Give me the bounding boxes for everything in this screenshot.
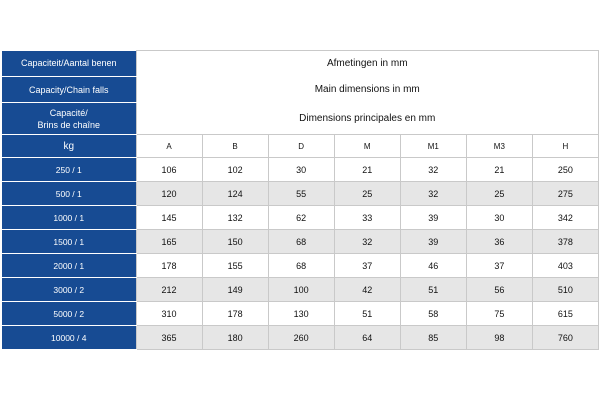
dimensions-table	[2, 50, 599, 350]
value-cell: 365	[136, 326, 202, 350]
value-cell: 30	[268, 158, 334, 182]
value-cell: 21	[466, 158, 532, 182]
unit-kg-label: kg	[2, 135, 136, 158]
value-cell: 132	[202, 206, 268, 230]
value-cell: 39	[400, 230, 466, 254]
value-cell: 33	[334, 206, 400, 230]
value-cell: 32	[400, 182, 466, 206]
value-cell: 46	[400, 254, 466, 278]
value-cell: 180	[202, 326, 268, 350]
column-header-d: D	[268, 135, 334, 158]
column-header-row	[2, 135, 599, 158]
table-row	[2, 254, 599, 278]
value-cell: 58	[400, 302, 466, 326]
table-row	[2, 326, 599, 350]
column-header-a: A	[136, 135, 202, 158]
value-cell: 310	[136, 302, 202, 326]
value-cell: 102	[202, 158, 268, 182]
column-header-b: B	[202, 135, 268, 158]
value-cell: 51	[334, 302, 400, 326]
value-cell: 25	[466, 182, 532, 206]
value-cell: 68	[268, 254, 334, 278]
value-cell: 212	[136, 278, 202, 302]
value-cell: 615	[532, 302, 598, 326]
table-row	[2, 278, 599, 302]
value-cell: 62	[268, 206, 334, 230]
value-cell: 106	[136, 158, 202, 182]
value-cell: 32	[334, 230, 400, 254]
value-cell: 378	[532, 230, 598, 254]
value-cell: 42	[334, 278, 400, 302]
table-row	[2, 182, 599, 206]
value-cell: 100	[268, 278, 334, 302]
value-cell: 30	[466, 206, 532, 230]
capacity-cell: 2000 / 1	[2, 254, 136, 278]
value-cell: 56	[466, 278, 532, 302]
value-cell: 21	[334, 158, 400, 182]
value-cell: 760	[532, 326, 598, 350]
value-cell: 260	[268, 326, 334, 350]
value-cell: 98	[466, 326, 532, 350]
value-cell: 55	[268, 182, 334, 206]
value-cell: 51	[400, 278, 466, 302]
value-cell: 36	[466, 230, 532, 254]
table-row	[2, 230, 599, 254]
table-row	[2, 206, 599, 230]
value-cell: 250	[532, 158, 598, 182]
capacity-cell: 3000 / 2	[2, 278, 136, 302]
value-cell: 75	[466, 302, 532, 326]
value-cell: 37	[466, 254, 532, 278]
value-cell: 150	[202, 230, 268, 254]
dimensions-header-nl: Afmetingen in mm	[136, 51, 599, 77]
header-row-3	[2, 103, 599, 135]
value-cell: 178	[202, 302, 268, 326]
dimensions-header-fr: Dimensions principales en mm	[136, 103, 599, 135]
capacity-header-nl: Capaciteit/Aantal benen	[2, 51, 136, 77]
capacity-cell: 5000 / 2	[2, 302, 136, 326]
dimensions-header-en: Main dimensions in mm	[136, 77, 599, 103]
column-header-m1: M1	[400, 135, 466, 158]
value-cell: 130	[268, 302, 334, 326]
capacity-cell: 1000 / 1	[2, 206, 136, 230]
value-cell: 39	[400, 206, 466, 230]
capacity-header-en: Capacity/Chain falls	[2, 77, 136, 103]
value-cell: 510	[532, 278, 598, 302]
value-cell: 149	[202, 278, 268, 302]
capacity-cell: 250 / 1	[2, 158, 136, 182]
capacity-cell: 1500 / 1	[2, 230, 136, 254]
capacity-cell: 500 / 1	[2, 182, 136, 206]
capacity-header-fr: Capacité/ Brins de chaîne	[2, 103, 136, 135]
value-cell: 342	[532, 206, 598, 230]
capacity-cell: 10000 / 4	[2, 326, 136, 350]
column-header-h: H	[532, 135, 598, 158]
value-cell: 165	[136, 230, 202, 254]
value-cell: 275	[532, 182, 598, 206]
column-header-m3: M3	[466, 135, 532, 158]
value-cell: 25	[334, 182, 400, 206]
table-row	[2, 158, 599, 182]
value-cell: 68	[268, 230, 334, 254]
value-cell: 124	[202, 182, 268, 206]
value-cell: 37	[334, 254, 400, 278]
value-cell: 85	[400, 326, 466, 350]
value-cell: 178	[136, 254, 202, 278]
value-cell: 120	[136, 182, 202, 206]
table-row	[2, 302, 599, 326]
value-cell: 64	[334, 326, 400, 350]
value-cell: 32	[400, 158, 466, 182]
header-row-2	[2, 77, 599, 103]
column-header-m: M	[334, 135, 400, 158]
value-cell: 145	[136, 206, 202, 230]
header-row-1	[2, 51, 599, 77]
value-cell: 155	[202, 254, 268, 278]
value-cell: 403	[532, 254, 598, 278]
